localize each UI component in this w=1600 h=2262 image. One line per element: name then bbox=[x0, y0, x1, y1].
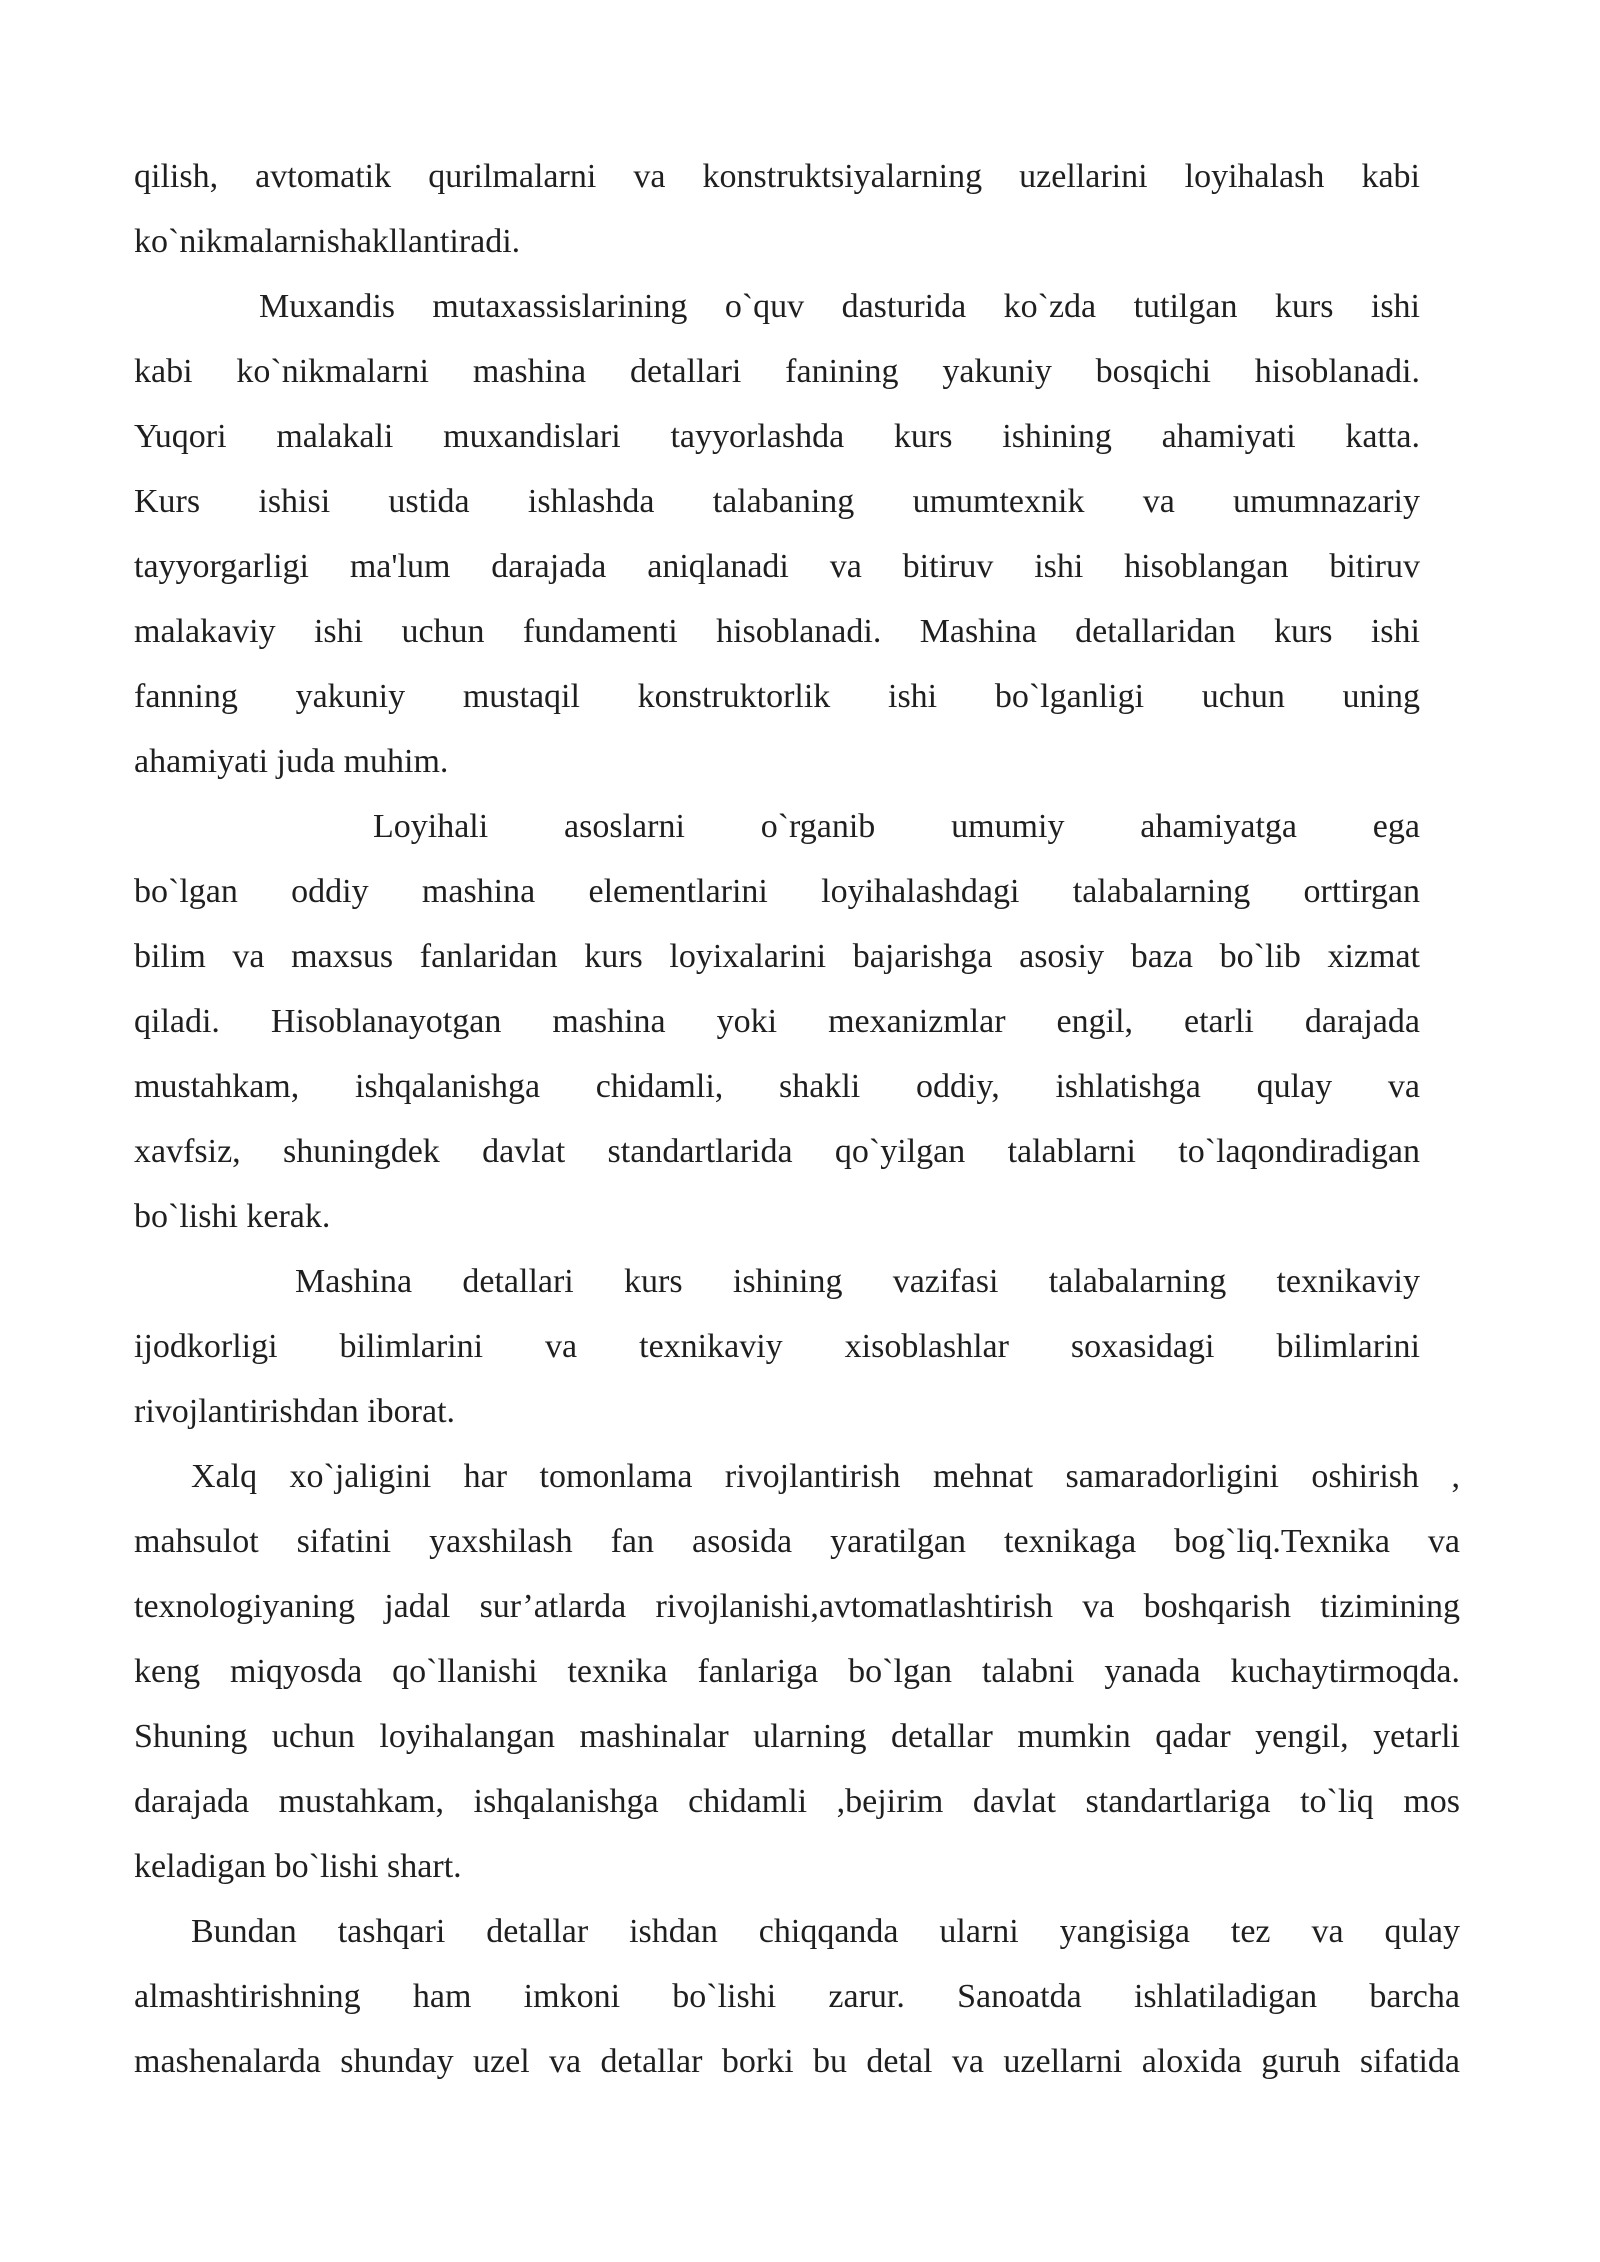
text-line: bilim va maxsus fanlaridan kurs loyixalarini bajarishga asosiy baza bo`lib xizmat bbox=[134, 938, 1420, 975]
paragraph-first-line: Xalq xo`jaligini har tomonlama rivojlantirish mehnat samaradorligini oshirish , bbox=[191, 1458, 1460, 1495]
text-line: qilish, avtomatik qurilmalarni va konstruktsiyalarning uzellarini loyihalash kabi bbox=[134, 158, 1420, 195]
text-line: malakaviy ishi uchun fundamenti hisoblanadi. Mashina detallaridan kurs ishi bbox=[134, 613, 1420, 650]
text-line: ko`nikmalarnishakllantiradi. bbox=[134, 223, 521, 260]
text-line: qiladi. Hisoblanayotgan mashina yoki mexanizmlar engil, etarli darajada bbox=[134, 1003, 1420, 1040]
text-line: kabi ko`nikmalarni mashina detallari fanining yakuniy bosqichi hisoblanadi. bbox=[134, 353, 1420, 390]
text-line: ijodkorligi bilimlarini va texnikaviy xisoblashlar soxasidagi bilimlarini bbox=[134, 1328, 1420, 1365]
text-line: mustahkam, ishqalanishga chidamli, shakli oddiy, ishlatishga qulay va bbox=[134, 1068, 1420, 1105]
text-line: almashtirishning ham imkoni bo`lishi zarur. Sanoatda ishlatiladigan barcha bbox=[134, 1978, 1460, 2015]
paragraph-first-line: Loyihali asoslarni o`rganib umumiy ahamiyatga ega bbox=[373, 808, 1420, 845]
text-line: fanning yakuniy mustaqil konstruktorlik ishi bo`lganligi uchun uning bbox=[134, 678, 1420, 715]
text-line: tayyorgarligi ma'lum darajada aniqlanadi va bitiruv ishi hisoblangan bitiruv bbox=[134, 548, 1420, 585]
text-line: Yuqori malakali muxandislari tayyorlashda kurs ishining ahamiyati katta. bbox=[134, 418, 1420, 455]
text-line: keladigan bo`lishi shart. bbox=[134, 1848, 462, 1885]
text-line: xavfsiz, shuningdek davlat standartlarida qo`yilgan talablarni to`laqondiradigan bbox=[134, 1133, 1420, 1170]
paragraph-first-line: Mashina detallari kurs ishining vazifasi talabalarning texnikaviy bbox=[295, 1263, 1420, 1300]
paragraph-first-line: Muxandis mutaxassislarining o`quv dasturida ko`zda tutilgan kurs ishi bbox=[259, 288, 1420, 325]
text-line: ahamiyati juda muhim. bbox=[134, 743, 449, 780]
paragraph-first-line: Bundan tashqari detallar ishdan chiqqanda ularni yangisiga tez va qulay bbox=[191, 1913, 1460, 1950]
text-line: texnologiyaning jadal sur’atlarda rivojlanishi,avtomatlashtirish va boshqarish tizimining bbox=[134, 1588, 1460, 1625]
text-line: mahsulot sifatini yaxshilash fan asosida yaratilgan texnikaga bog`liq.Texnika va bbox=[134, 1523, 1460, 1560]
text-line: mashenalarda shunday uzel va detallar borki bu detal va uzellarni aloxida guruh sifatida bbox=[134, 2043, 1460, 2080]
text-line: rivojlantirishdan iborat. bbox=[134, 1393, 456, 1430]
text-line: darajada mustahkam, ishqalanishga chidamli ,bejirim davlat standartlariga to`liq mos bbox=[134, 1783, 1460, 1820]
text-line: Shuning uchun loyihalangan mashinalar ularning detallar mumkin qadar yengil, yetarli bbox=[134, 1718, 1460, 1755]
text-line: bo`lgan oddiy mashina elementlarini loyihalashdagi talabalarning orttirgan bbox=[134, 873, 1420, 910]
text-line: Kurs ishisi ustida ishlashda talabaning umumtexnik va umumnazariy bbox=[134, 483, 1420, 520]
text-line: keng miqyosda qo`llanishi texnika fanlariga bo`lgan talabni yanada kuchaytirmoqda. bbox=[134, 1653, 1460, 1690]
text-line: bo`lishi kerak. bbox=[134, 1198, 331, 1235]
